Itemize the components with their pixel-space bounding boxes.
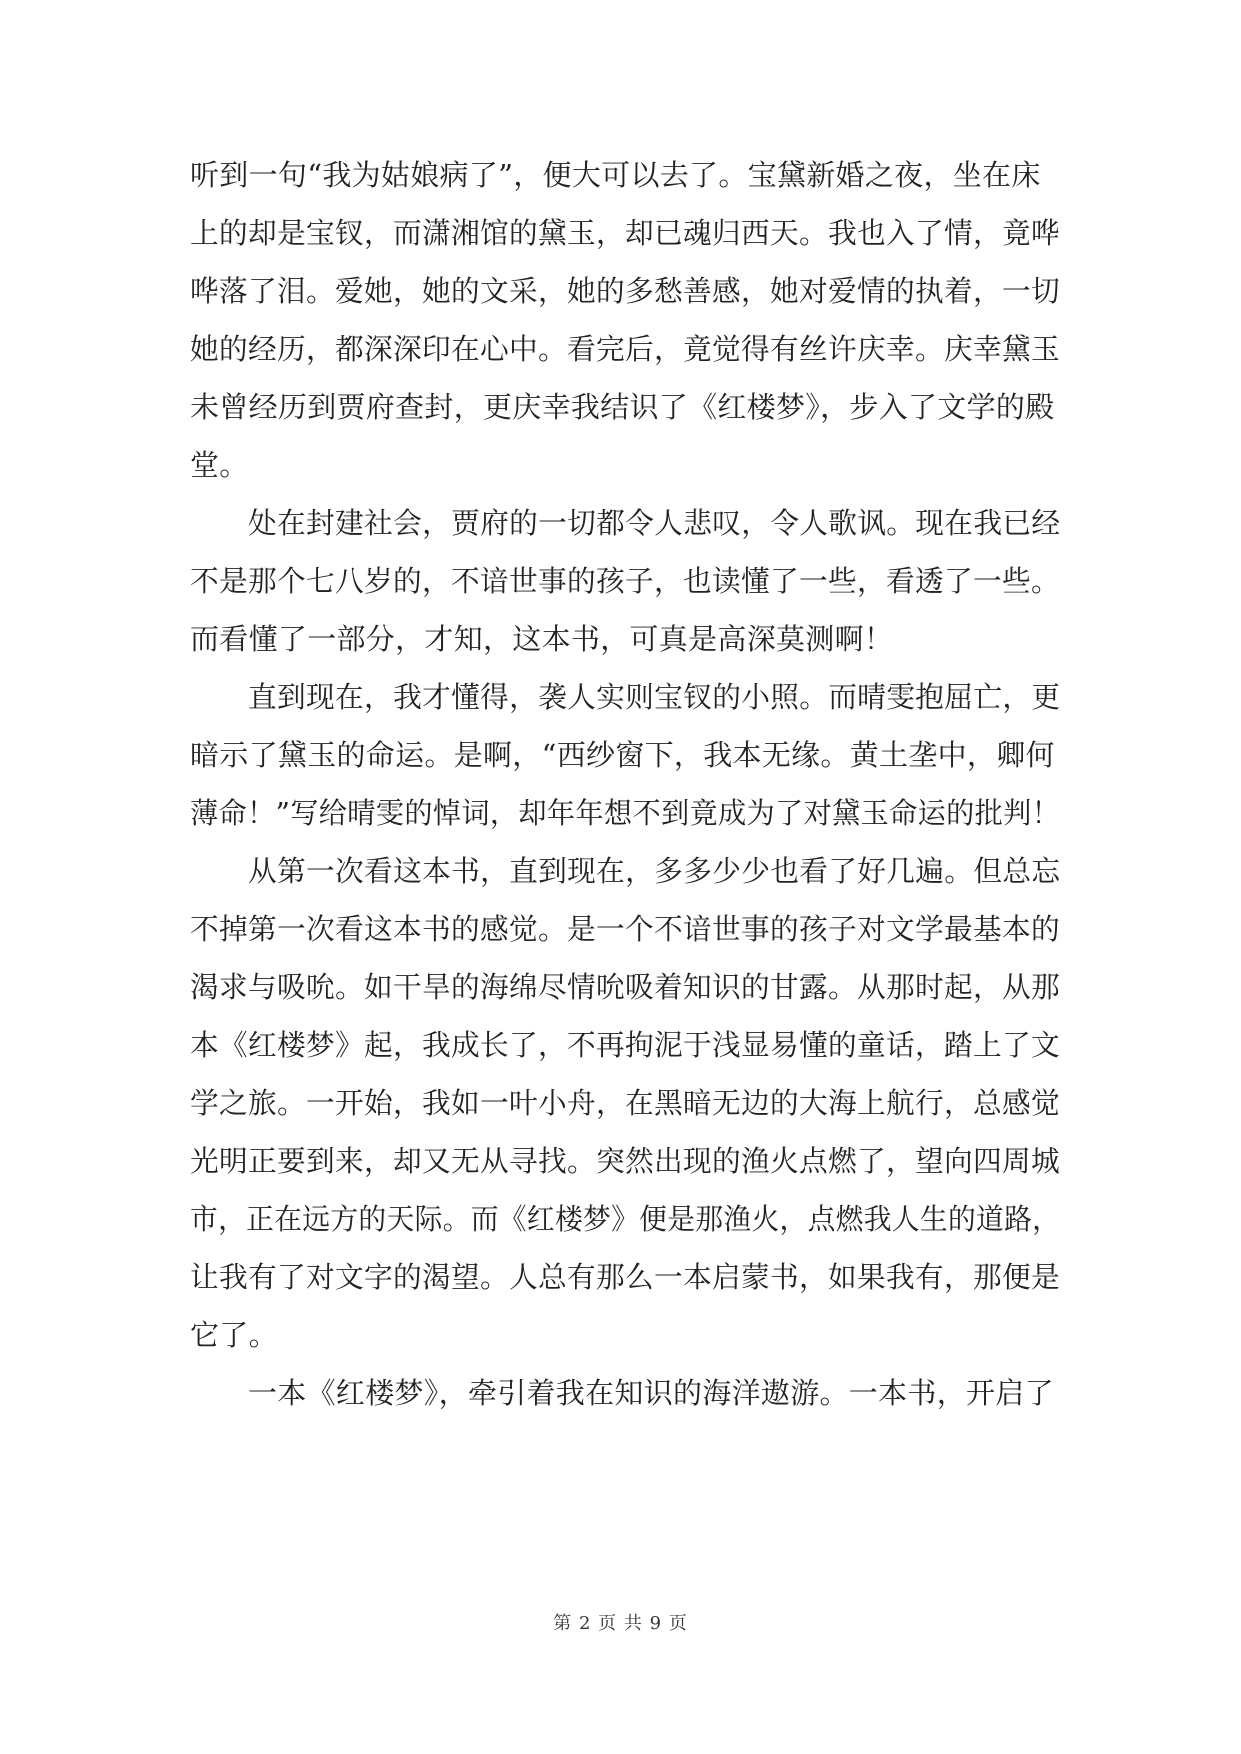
text-line: 薄命！”写给晴雯的悼词，却年年想不到竟成为了对黛玉命运的批判！ (190, 796, 1061, 830)
text-line: 哗落了泪。爱她，她的文采，她的多愁善感，她对爱情的执着，一切 (190, 274, 1061, 308)
text-line: 市，正在远方的天际。而《红楼梦》便是那渔火，点燃我人生的道路， (190, 1202, 1061, 1236)
text-line: 未曾经历到贾府查封，更庆幸我结识了《红楼梦》，步入了文学的殿 (190, 390, 1055, 424)
text-line: 一本《红楼梦》，牵引着我在知识的海洋遨游。一本书，开启了 (248, 1376, 1054, 1410)
text-line: 它了。 (190, 1318, 278, 1352)
text-line: 不掉第一次看这本书的感觉。是一个不谙世事的孩子对文学最基本的 (190, 912, 1061, 946)
text-line: 上的却是宝钗，而潇湘馆的黛玉，却已魂归西天。我也入了情，竟哗 (190, 216, 1061, 250)
text-line: 学之旅。一开始，我如一叶小舟，在黑暗无边的大海上航行，总感觉 (190, 1086, 1061, 1120)
text-line: 而看懂了一部分，才知，这本书，可真是高深莫测啊！ (190, 622, 894, 656)
text-line: 直到现在，我才懂得，袭人实则宝钗的小照。而晴雯抱屈亡，更 (248, 680, 1061, 714)
text-line: 光明正要到来，却又无从寻找。突然出现的渔火点燃了，望向四周城 (190, 1144, 1061, 1178)
text-line: 听到一句“我为姑娘病了”，便大可以去了。宝黛新婚之夜，坐在床 (190, 158, 1041, 192)
text-line: 让我有了对文字的渴望。人总有那么一本启蒙书，如果我有，那便是 (190, 1260, 1061, 1294)
text-line: 堂。 (190, 448, 249, 482)
text-line: 渴求与吸吮。如干旱的海绵尽情吮吸着知识的甘露。从那时起，从那 (190, 970, 1061, 1004)
text-line: 暗示了黛玉的命运。是啊，“西纱窗下，我本无缘。黄土垄中，卿何 (190, 738, 1055, 772)
page-number-footer: 第 2 页 共 9 页 (553, 1613, 688, 1634)
text-line: 她的经历，都深深印在心中。看完后，竟觉得有丝许庆幸。庆幸黛玉 (190, 332, 1061, 366)
text-line: 处在封建社会，贾府的一切都令人悲叹，令人歌讽。现在我已经 (248, 506, 1061, 540)
text-line: 从第一次看这本书，直到现在，多多少少也看了好几遍。但总忘 (248, 854, 1061, 888)
text-line: 不是那个七八岁的，不谙世事的孩子，也读懂了一些，看透了一些。 (190, 564, 1061, 598)
text-line: 本《红楼梦》起，我成长了，不再拘泥于浅显易懂的童话，踏上了文 (190, 1028, 1061, 1062)
